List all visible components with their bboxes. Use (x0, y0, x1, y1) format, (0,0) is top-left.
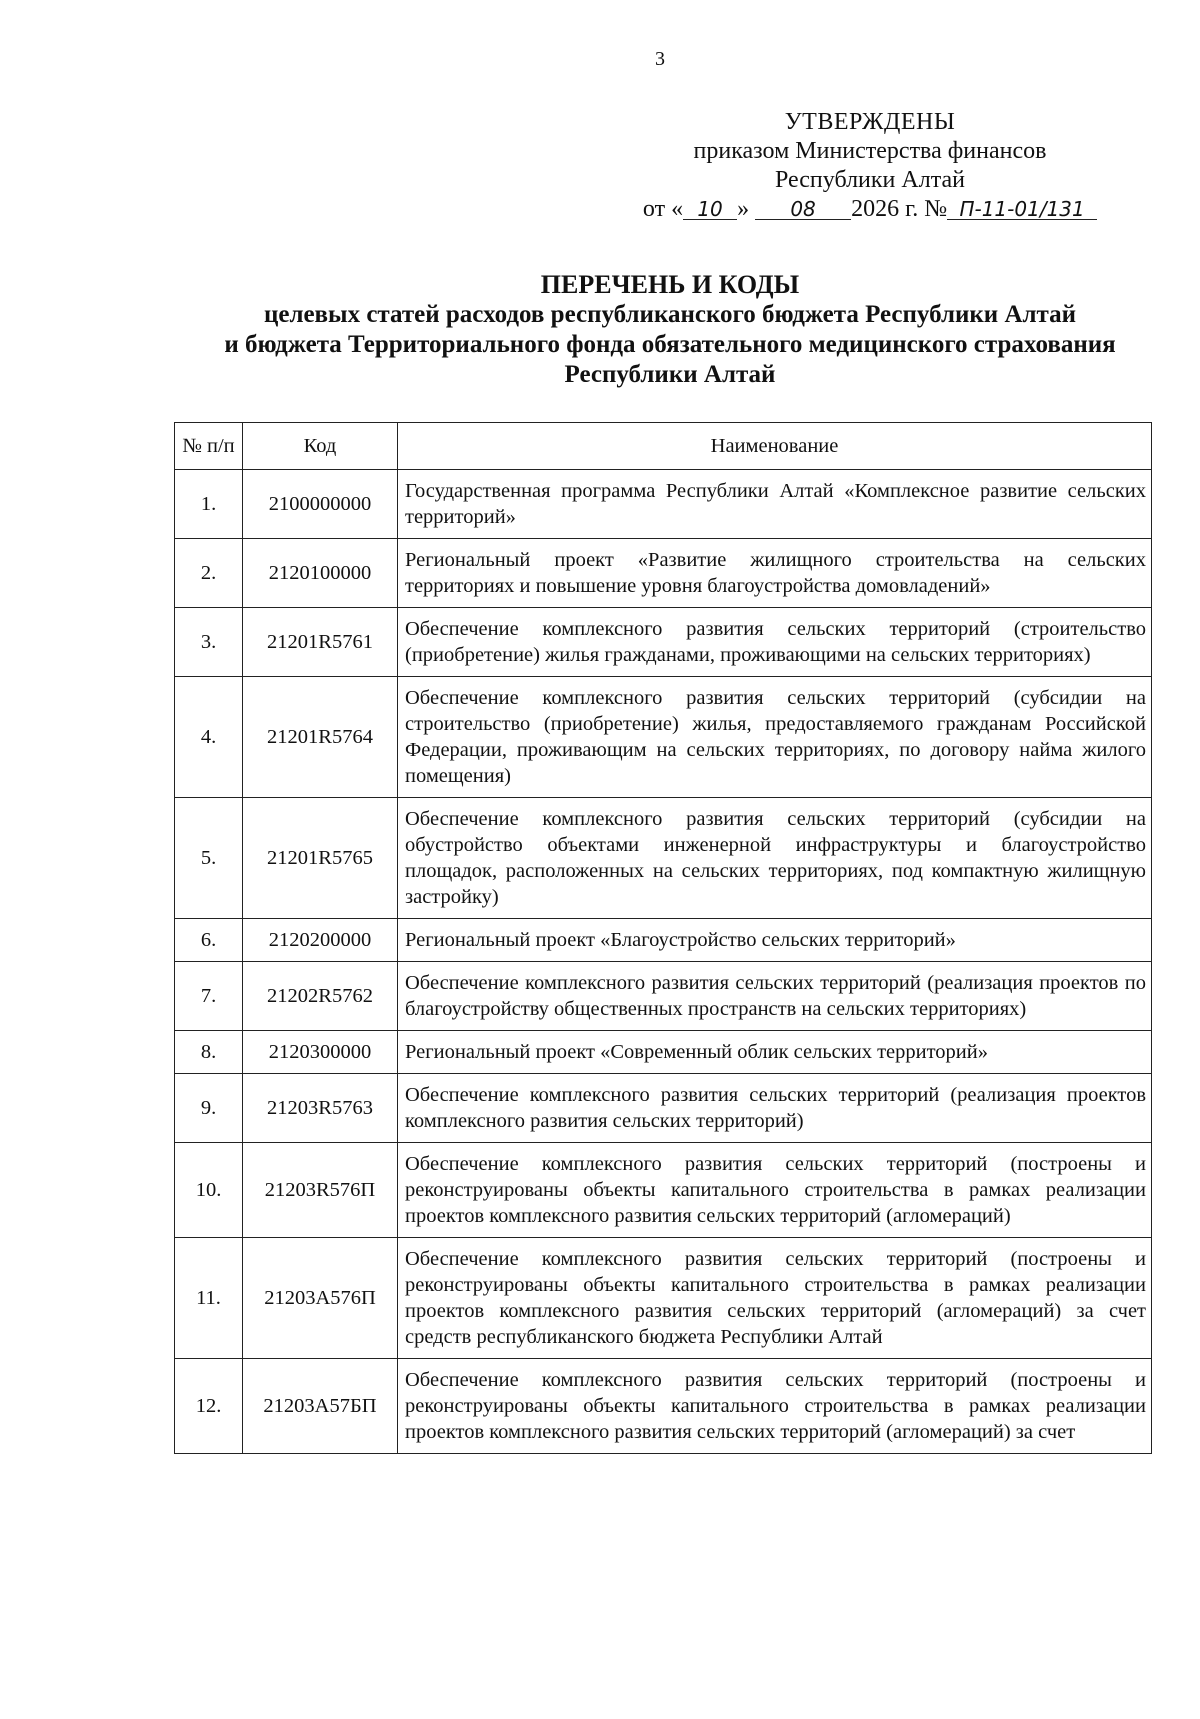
day-blank (683, 195, 737, 220)
row-name: Обеспечение комплексного развития сельских территорий (реализация проектов по благоустройству общественных пространств на сельских территориях) (398, 962, 1152, 1031)
table-row (175, 919, 1152, 962)
table-row (175, 539, 1152, 608)
row-number: 7. (175, 962, 243, 1031)
row-code: 21202R5762 (243, 962, 398, 1031)
order-number-blank (947, 195, 1097, 220)
table-row (175, 1031, 1152, 1074)
row-name: Обеспечение комплексного развития сельских территорий (реализация проектов комплексного развития сельских территорий) (398, 1074, 1152, 1143)
table-row (175, 608, 1152, 677)
title-sub-1: целевых статей расходов республиканского бюджета Республики Алтай (263, 301, 1077, 328)
row-name: Обеспечение комплексного развития сельских территорий (построены и реконструированы объекты капитального строительства в рамках реализации проектов комплексного развития сельских территорий (агломераций) за счет (398, 1359, 1152, 1454)
order-number-handwritten: П-11-01/131 (959, 197, 1085, 221)
row-code: 21201R5764 (243, 677, 398, 798)
row-number: 10. (175, 1143, 243, 1238)
row-name: Государственная программа Республики Алтай «Комплексное развитие сельских территорий» (398, 470, 1152, 539)
table-row (175, 1074, 1152, 1143)
row-code: 21203R576П (243, 1143, 398, 1238)
row-name: Региональный проект «Развитие жилищного строительства на сельских территориях и повышение уровня благоустройства домовладений» (398, 539, 1152, 608)
header-number: № п/п (175, 423, 243, 470)
row-code: 21203R5763 (243, 1074, 398, 1143)
date-prefix: от « (642, 196, 684, 222)
approval-date-line (640, 195, 1100, 224)
row-code: 2120200000 (243, 919, 398, 962)
row-code: 21203А57БП (243, 1359, 398, 1454)
approval-line-ministry: приказом Министерства финансов (693, 138, 1047, 164)
date-quote-close: » (737, 196, 750, 222)
row-name: Региональный проект «Благоустройство сельских территорий» (398, 919, 1152, 962)
row-code: 21201R5765 (243, 798, 398, 919)
page-number: 3 (655, 48, 665, 70)
row-number: 12. (175, 1359, 243, 1454)
title-sub-2: и бюджета Территориального фонда обязательного медицинского страхования (224, 331, 1116, 358)
table-row (175, 798, 1152, 919)
header-code: Код (243, 423, 398, 470)
row-number: 8. (175, 1031, 243, 1074)
row-number: 9. (175, 1074, 243, 1143)
approval-title: УТВЕРЖДЕНЫ (784, 109, 956, 135)
table-row (175, 962, 1152, 1031)
document-title (120, 270, 1200, 390)
row-number: 5. (175, 798, 243, 919)
row-name: Обеспечение комплексного развития сельских территорий (субсидии на строительство (приобретение) жилья, предоставляемого гражданам Российской Федерации, проживающим на сельских территориях, по договору найма жилого помещения) (398, 677, 1152, 798)
row-code: 2120100000 (243, 539, 398, 608)
month-blank (755, 195, 851, 220)
row-number: 1. (175, 470, 243, 539)
row-name: Обеспечение комплексного развития сельских территорий (субсидии на обустройство объектами инженерной инфраструктуры и благоустройство площадок, расположенных на сельских территориях, под компактную жилищную застройку) (398, 798, 1152, 919)
row-name: Региональный проект «Современный облик сельских территорий» (398, 1031, 1152, 1074)
row-name: Обеспечение комплексного развития сельских территорий (построены и реконструированы объекты капитального строительства в рамках реализации проектов комплексного развития сельских территорий (агломераций) за счет средств республиканского бюджета Республики Алтай (398, 1238, 1152, 1359)
row-code: 21201R5761 (243, 608, 398, 677)
table-row (175, 1359, 1152, 1454)
approval-line-republic: Республики Алтай (775, 167, 965, 193)
row-number: 2. (175, 539, 243, 608)
table-row (175, 1143, 1152, 1238)
row-code: 21203А576П (243, 1238, 398, 1359)
row-code: 2100000000 (243, 470, 398, 539)
row-number: 11. (175, 1238, 243, 1359)
header-name: Наименование (398, 423, 1152, 470)
row-number: 6. (175, 919, 243, 962)
codes-table (174, 422, 1152, 1454)
row-number: 3. (175, 608, 243, 677)
approval-block (640, 108, 1100, 224)
row-number: 4. (175, 677, 243, 798)
table-row (175, 1238, 1152, 1359)
table-header-row (175, 423, 1152, 470)
month-handwritten: 08 (790, 197, 816, 221)
row-name: Обеспечение комплексного развития сельских территорий (построены и реконструированы объекты капитального строительства в рамках реализации проектов комплексного развития сельских территорий (агломераций) (398, 1143, 1152, 1238)
row-code: 2120300000 (243, 1031, 398, 1074)
row-name: Обеспечение комплексного развития сельских территорий (строительство (приобретение) жилья гражданами, проживающими на сельских территориях) (398, 608, 1152, 677)
title-sub-3: Республики Алтай (564, 361, 776, 388)
year-number-label: 2026 г. № (851, 196, 948, 222)
title-main: ПЕРЕЧЕНЬ И КОДЫ (540, 270, 800, 299)
table-row (175, 470, 1152, 539)
day-handwritten: 10 (697, 197, 723, 221)
table-row (175, 677, 1152, 798)
